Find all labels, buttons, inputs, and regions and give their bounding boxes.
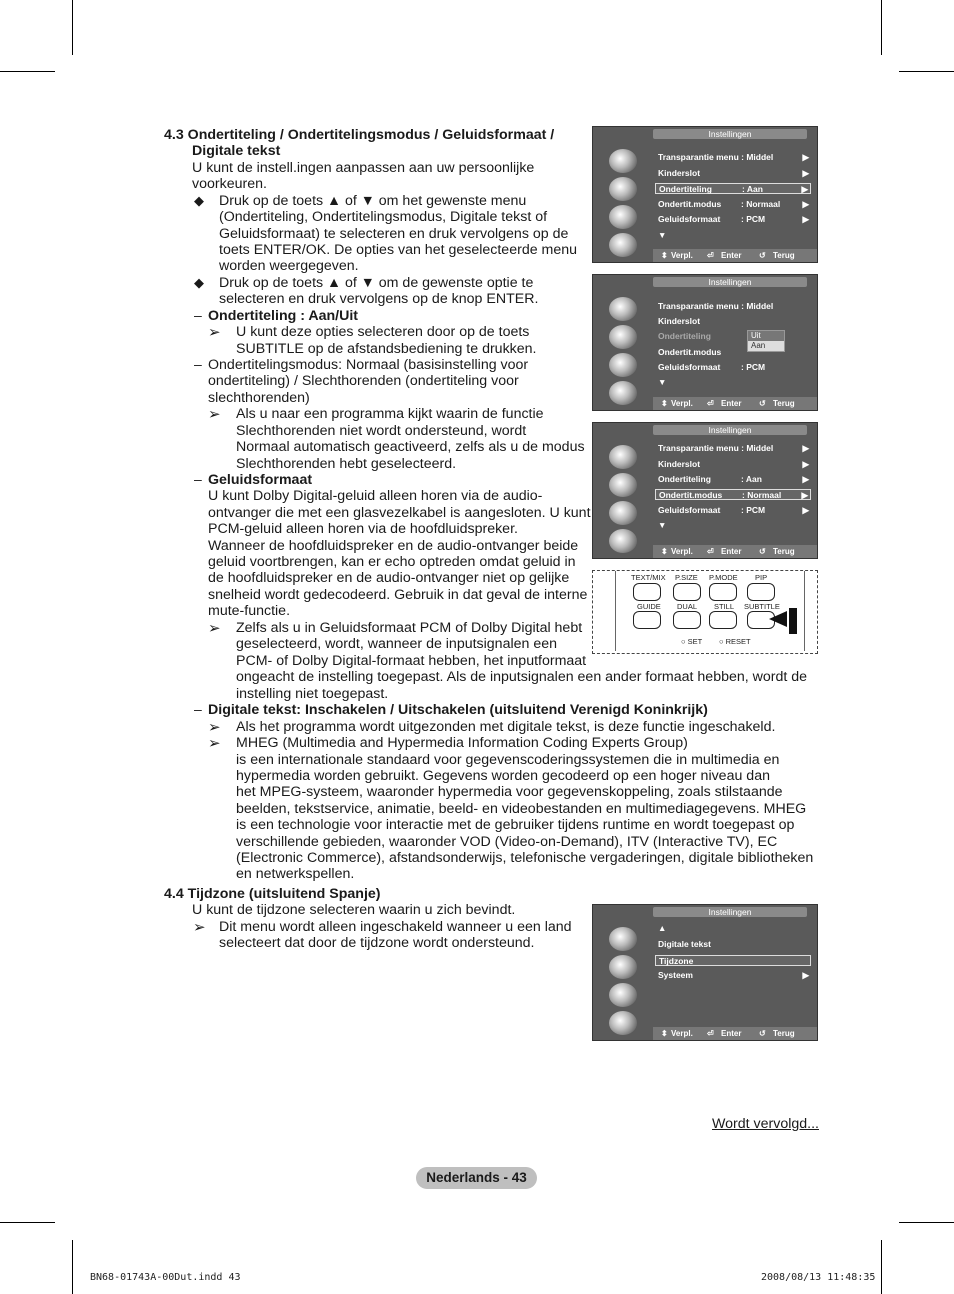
footer-move-label: Verpl.: [671, 1029, 693, 1038]
input-icon: [609, 381, 637, 405]
arrow-right-icon: ▶: [802, 459, 809, 469]
note-text: Als het programma wordt uitgezonden met digitale tekst, is deze functie ingeschakeld.: [236, 719, 776, 735]
item-text: slechthorenden): [208, 390, 310, 406]
move-icon: ⬍: [661, 399, 668, 408]
menu-title: Instellingen: [653, 129, 807, 139]
crop-mark: [0, 71, 55, 72]
menu-sidebar: [599, 441, 645, 555]
scroll-down-icon[interactable]: ▼: [658, 377, 667, 387]
input-icon: [609, 529, 637, 553]
note-arrow-icon: ➢: [208, 735, 221, 752]
note-text: is een technologie voor interactie met de gebruiker tijdens runtime en wordt toegepast op: [236, 817, 795, 833]
sound-icon: [609, 177, 637, 201]
note-text: het MPEG-systeem, waaronder hypermedia voor gegevenskoppeling, zoals stilstaande: [236, 784, 783, 800]
option-aan[interactable]: Aan: [751, 341, 766, 350]
sound-icon: [609, 955, 637, 979]
menu-item-value: : Aan: [742, 184, 763, 194]
menu-footer: [653, 545, 817, 558]
enter-icon: ⏎: [707, 1029, 714, 1038]
dash-marker: –: [194, 356, 202, 372]
sound-icon: [609, 325, 637, 349]
diamond-bullet-icon: ◆: [194, 275, 204, 290]
item-text: ontvanger die met een glasvezelkabel is aangesloten. U kunt: [208, 505, 591, 521]
diamond-bullet-icon: ◆: [194, 193, 204, 208]
item-title: Ondertiteling : Aan/Uit: [208, 308, 359, 324]
scroll-up-icon[interactable]: ▲: [658, 923, 667, 933]
tv-menu-screen: [592, 422, 818, 559]
menu-item-label: Geluidsformaat: [658, 362, 721, 372]
menu-item-label: Kinderslot: [658, 316, 701, 326]
menu-item-transparantie[interactable]: [655, 443, 811, 454]
input-icon: [609, 1011, 637, 1035]
note-arrow-icon: ➢: [208, 406, 221, 423]
footer-enter-label: Enter: [721, 1029, 742, 1038]
menu-item-ondertitmodus[interactable]: [655, 347, 811, 358]
footer-enter-label: Enter: [721, 251, 742, 260]
remote-control-illustration: [592, 570, 818, 654]
note-text: beelden, tekstservice, animatie, beeld- en videobestanden en multimediagegevens. MHEG: [236, 801, 807, 817]
move-icon: ⬍: [661, 251, 668, 260]
menu-item-value: : PCM: [741, 505, 766, 515]
footer-return-label: Terug: [773, 547, 795, 556]
item-text: Wanneer de hoofdluidspreker en de audio-ontvanger beide: [208, 538, 579, 554]
bullet-text: toets ENTER/OK. De opties van het geselecteerde menu: [219, 242, 578, 258]
menu-item-geluidsformaat[interactable]: [655, 362, 811, 373]
footer-enter-label: Enter: [721, 547, 742, 556]
move-icon: ⬍: [661, 1029, 668, 1038]
note-arrow-icon: ➢: [208, 620, 221, 637]
remote-label-still: STILL: [714, 602, 735, 611]
note-text: Als u naar een programma kijkt waarin de functie: [236, 406, 544, 422]
note-text: Slechthorenden niet wordt ondersteund, wordt: [236, 423, 527, 439]
setup-gear-icon: [609, 353, 637, 377]
crop-mark: [72, 0, 73, 55]
remote-label-subtitle: SUBTITLE: [744, 602, 780, 611]
picture-icon: [609, 149, 637, 173]
menu-sidebar: [599, 293, 645, 407]
menu-item-transparantie[interactable]: [655, 301, 811, 312]
menu-sidebar: [599, 145, 645, 259]
menu-sidebar: [599, 923, 645, 1037]
menu-item-value: : PCM: [741, 362, 766, 372]
footer-move-label: Verpl.: [671, 251, 693, 260]
remote-reset-button[interactable]: ○ RESET: [719, 637, 751, 646]
item-text: geluid voortbrengen, kan er echo optreden omdat geluid in: [208, 554, 576, 570]
menu-title: Instellingen: [653, 907, 807, 917]
arrow-right-icon: ▶: [802, 152, 809, 162]
remote-set-label: SET: [687, 637, 703, 646]
footer-enter-label: Enter: [721, 399, 742, 408]
menu-footer: [653, 1027, 817, 1040]
section-heading-cont: Digitale tekst: [192, 143, 281, 159]
menu-item-label: Geluidsformaat: [658, 214, 721, 224]
tv-menu-screen: [592, 274, 818, 411]
note-text: MHEG (Multimedia and Hypermedia Information Coding Experts Group): [236, 735, 688, 751]
menu-item-systeem[interactable]: [655, 970, 811, 981]
picture-icon: [609, 927, 637, 951]
menu-item-value: : Normaal: [742, 490, 782, 500]
dash-marker: –: [194, 701, 202, 717]
sound-icon: [609, 473, 637, 497]
item-text: mute-functie.: [208, 603, 291, 619]
menu-item-label: Ondertit.modus: [659, 490, 723, 500]
remote-label-dual: DUAL: [677, 602, 698, 611]
menu-item-value: : Normaal: [741, 199, 781, 209]
bullet-text: Druk op de toets ▲ of ▼ om het gewenste menu: [219, 193, 527, 209]
option-popup: [747, 330, 785, 352]
dash-marker: –: [194, 471, 202, 487]
footer-move-label: Verpl.: [671, 399, 693, 408]
note-text: selecteert dat door de tijdzone wordt ondersteund.: [219, 935, 535, 951]
footer-return-label: Terug: [773, 251, 795, 260]
tv-menu-screen: [592, 904, 818, 1041]
note-text: ongeacht de instelling toegepast. Als de inputsignalen een ander formaat hebben, wordt de: [236, 669, 808, 685]
menu-item-ondertitmodus[interactable]: [655, 199, 811, 210]
menu-item-transparantie[interactable]: [655, 152, 811, 163]
arrow-right-icon: ▶: [801, 184, 808, 194]
remote-reset-label: RESET: [725, 637, 751, 646]
footer-return-label: Terug: [773, 1029, 795, 1038]
menu-item-label: Ondertiteling: [659, 184, 712, 194]
note-text: en netwerkspellen.: [236, 866, 355, 882]
note-text: instelling niet toegepast.: [236, 686, 389, 702]
menu-item-kinderslot[interactable]: [655, 459, 811, 470]
arrow-right-icon: ▶: [802, 199, 809, 209]
item-text: de hoofdluidspreker en de audio-ontvanger niet op gelijke: [208, 570, 570, 586]
crop-mark: [899, 71, 954, 72]
menu-title: Instellingen: [653, 425, 807, 435]
menu-item-label: Geluidsformaat: [658, 505, 721, 515]
menu-title: Instellingen: [653, 277, 807, 287]
remote-body-outline: [615, 571, 805, 651]
note-arrow-icon: ➢: [208, 324, 221, 341]
note-arrow-icon: ➢: [193, 919, 206, 936]
return-icon: ↺: [759, 547, 766, 556]
arrow-right-icon: ▶: [802, 214, 809, 224]
menu-item-tijdzone[interactable]: [655, 955, 811, 966]
move-icon: ⬍: [661, 547, 668, 556]
enter-icon: ⏎: [707, 547, 714, 556]
menu-item-label: Digitale tekst: [658, 939, 711, 949]
item-text: ondertiteling) / Slechthorenden (ondertiteling voor: [208, 373, 519, 389]
note-text: Dit menu wordt alleen ingeschakeld wanneer u een land: [219, 919, 572, 935]
bullet-text: Geluidsformaat) te selecteren en druk vervolgens op de: [219, 226, 569, 242]
menu-item-digitale-tekst[interactable]: [655, 939, 811, 950]
bullet-text: Druk op de toets ▲ of ▼ om de gewenste optie te: [219, 275, 534, 291]
menu-item-label: Ondertiteling: [658, 331, 711, 341]
footer-return-label: Terug: [773, 399, 795, 408]
menu-item-label: Kinderslot: [658, 168, 701, 178]
item-text: PCM-geluid alleen horen via de hoofdluidspreker.: [208, 521, 518, 537]
remote-label-textmix: TEXT/MIX: [631, 573, 666, 582]
bullet-text: (Ondertiteling, Ondertitelingsmodus, Digitale tekst of: [219, 209, 548, 225]
menu-item-value: : PCM: [741, 214, 766, 224]
menu-item-label: Transparantie menu : Middel: [658, 443, 774, 453]
menu-item-kinderslot[interactable]: [655, 168, 811, 179]
picture-icon: [609, 445, 637, 469]
menu-item-geluidsformaat[interactable]: [655, 505, 811, 516]
remote-label-guide: GUIDE: [637, 602, 661, 611]
arrow-right-icon: ▶: [802, 505, 809, 515]
menu-item-label: Ondertit.modus: [658, 347, 722, 357]
note-text: (Electronic Commerce), afstandsonderwijs, telefonische vergaderingen, digitale bibliotheken: [236, 850, 814, 866]
footer-move-label: Verpl.: [671, 547, 693, 556]
enter-icon: ⏎: [707, 251, 714, 260]
note-text: Normaal automatisch geactiveerd, zelfs als u de modus: [236, 439, 585, 455]
crop-mark: [72, 1240, 73, 1294]
menu-item-label: Kinderslot: [658, 459, 701, 469]
arrow-right-icon: ▶: [801, 490, 808, 500]
menu-item-value: : Aan: [741, 474, 762, 484]
arrow-right-icon: ▶: [802, 443, 809, 453]
note-text: is een internationale standaard voor gegevenscoderingssystemen die in multimedia en: [236, 752, 780, 768]
crop-mark: [881, 0, 882, 55]
item-title: Geluidsformaat: [208, 472, 313, 488]
remote-label-pmode: P.MODE: [709, 573, 738, 582]
note-text: verschillende gebieden, waaronder VOD (Video-on-Demand), ITV (Interactive TV), EC: [236, 834, 778, 850]
menu-footer: [653, 249, 817, 262]
note-text: SUBTITLE op de afstandsbediening te drukken.: [236, 341, 537, 357]
return-icon: ↺: [759, 1029, 766, 1038]
menu-item-geluidsformaat[interactable]: [655, 214, 811, 225]
menu-item-label: Tijdzone: [659, 956, 694, 966]
scroll-down-icon[interactable]: ▼: [658, 520, 667, 530]
menu-footer: [653, 397, 817, 410]
input-icon: [609, 233, 637, 257]
remote-label-pip: PIP: [755, 573, 768, 582]
intro-text: voorkeuren.: [192, 176, 267, 192]
tv-menu-screen: [592, 126, 818, 263]
setup-gear-icon: [609, 983, 637, 1007]
note-text: Zelfs als u in Geluidsformaat PCM of Dolby Digital hebt: [236, 620, 583, 636]
menu-item-ondertiteling[interactable]: [655, 474, 811, 485]
menu-item-ondertiteling[interactable]: [655, 183, 811, 194]
remote-set-button[interactable]: ○ SET: [681, 637, 703, 646]
setup-gear-icon: [609, 205, 637, 229]
return-icon: ↺: [759, 399, 766, 408]
menu-item-label: Transparantie menu : Middel: [658, 301, 774, 311]
setup-gear-icon: [609, 501, 637, 525]
menu-item-ondertiteling[interactable]: [655, 331, 811, 342]
menu-item-kinderslot[interactable]: [655, 316, 811, 327]
item-title: Digitale tekst: Inschakelen / Uitschakelen (uitsluitend Verenigd Koninkrijk): [208, 702, 708, 718]
intro-text: U kunt de instell.ingen aanpassen aan uw persoonlijke: [192, 160, 535, 176]
menu-item-label: Ondertiteling: [658, 474, 711, 484]
continued-link[interactable]: Wordt vervolgd...: [712, 1116, 819, 1132]
arrow-right-icon: ▶: [802, 970, 809, 980]
note-text: hypermedia worden gebruikt. Gegevens worden gecodeerd op een hoger niveau dan: [236, 768, 770, 784]
slug-timestamp: 2008/08/13 11:48:35: [761, 1272, 876, 1283]
menu-item-label: Ondertit.modus: [658, 199, 722, 209]
intro-text: U kunt de tijdzone selecteren waarin u zich bevindt.: [192, 902, 516, 918]
menu-item-label: Systeem: [658, 970, 693, 980]
menu-item-label: Transparantie menu : Middel: [658, 152, 774, 162]
item-text: snelheid wordt gedecodeerd. Gebruik in dat geval de interne: [208, 587, 588, 603]
option-uit[interactable]: Uit: [748, 331, 784, 341]
enter-icon: ⏎: [707, 399, 714, 408]
note-text: PCM- of Dolby Digital-formaat hebben, het inputformaat: [236, 653, 587, 669]
remote-label-psize: P.SIZE: [675, 573, 698, 582]
note-arrow-icon: ➢: [208, 719, 221, 736]
crop-mark: [899, 1222, 954, 1223]
note-text: Slechthorenden hebt geselecteerd.: [236, 456, 457, 472]
page-number-badge: Nederlands - 43: [416, 1167, 537, 1189]
bullet-text: selecteren en druk vervolgens op de knop ENTER.: [219, 291, 539, 307]
section-heading: 4.4 Tijdzone (uitsluitend Spanje): [164, 886, 381, 902]
section-heading: 4.3 Ondertiteling / Ondertitelingsmodus / Geluidsformaat /: [164, 127, 555, 143]
return-icon: ↺: [759, 251, 766, 260]
scroll-down-icon[interactable]: ▼: [658, 230, 667, 240]
item-text: U kunt Dolby Digital-geluid alleen horen via de audio-: [208, 488, 543, 504]
crop-mark: [0, 1222, 55, 1223]
item-text: Ondertitelingsmodus: Normaal (basisinstelling voor: [208, 357, 529, 373]
crop-mark: [881, 1240, 882, 1294]
picture-icon: [609, 297, 637, 321]
menu-item-ondertitmodus[interactable]: [655, 489, 811, 500]
note-text: U kunt deze opties selecteren door op de toets: [236, 324, 530, 340]
arrow-right-icon: ▶: [802, 474, 809, 484]
dash-marker: –: [194, 307, 202, 323]
arrow-right-icon: ▶: [802, 168, 809, 178]
bullet-text: worden weergegeven.: [219, 258, 359, 274]
note-text: geselecteerd, wordt, wanneer de inputsignalen een: [236, 636, 558, 652]
slug-file-info: BN68-01743A-00Dut.indd 43: [90, 1272, 241, 1283]
